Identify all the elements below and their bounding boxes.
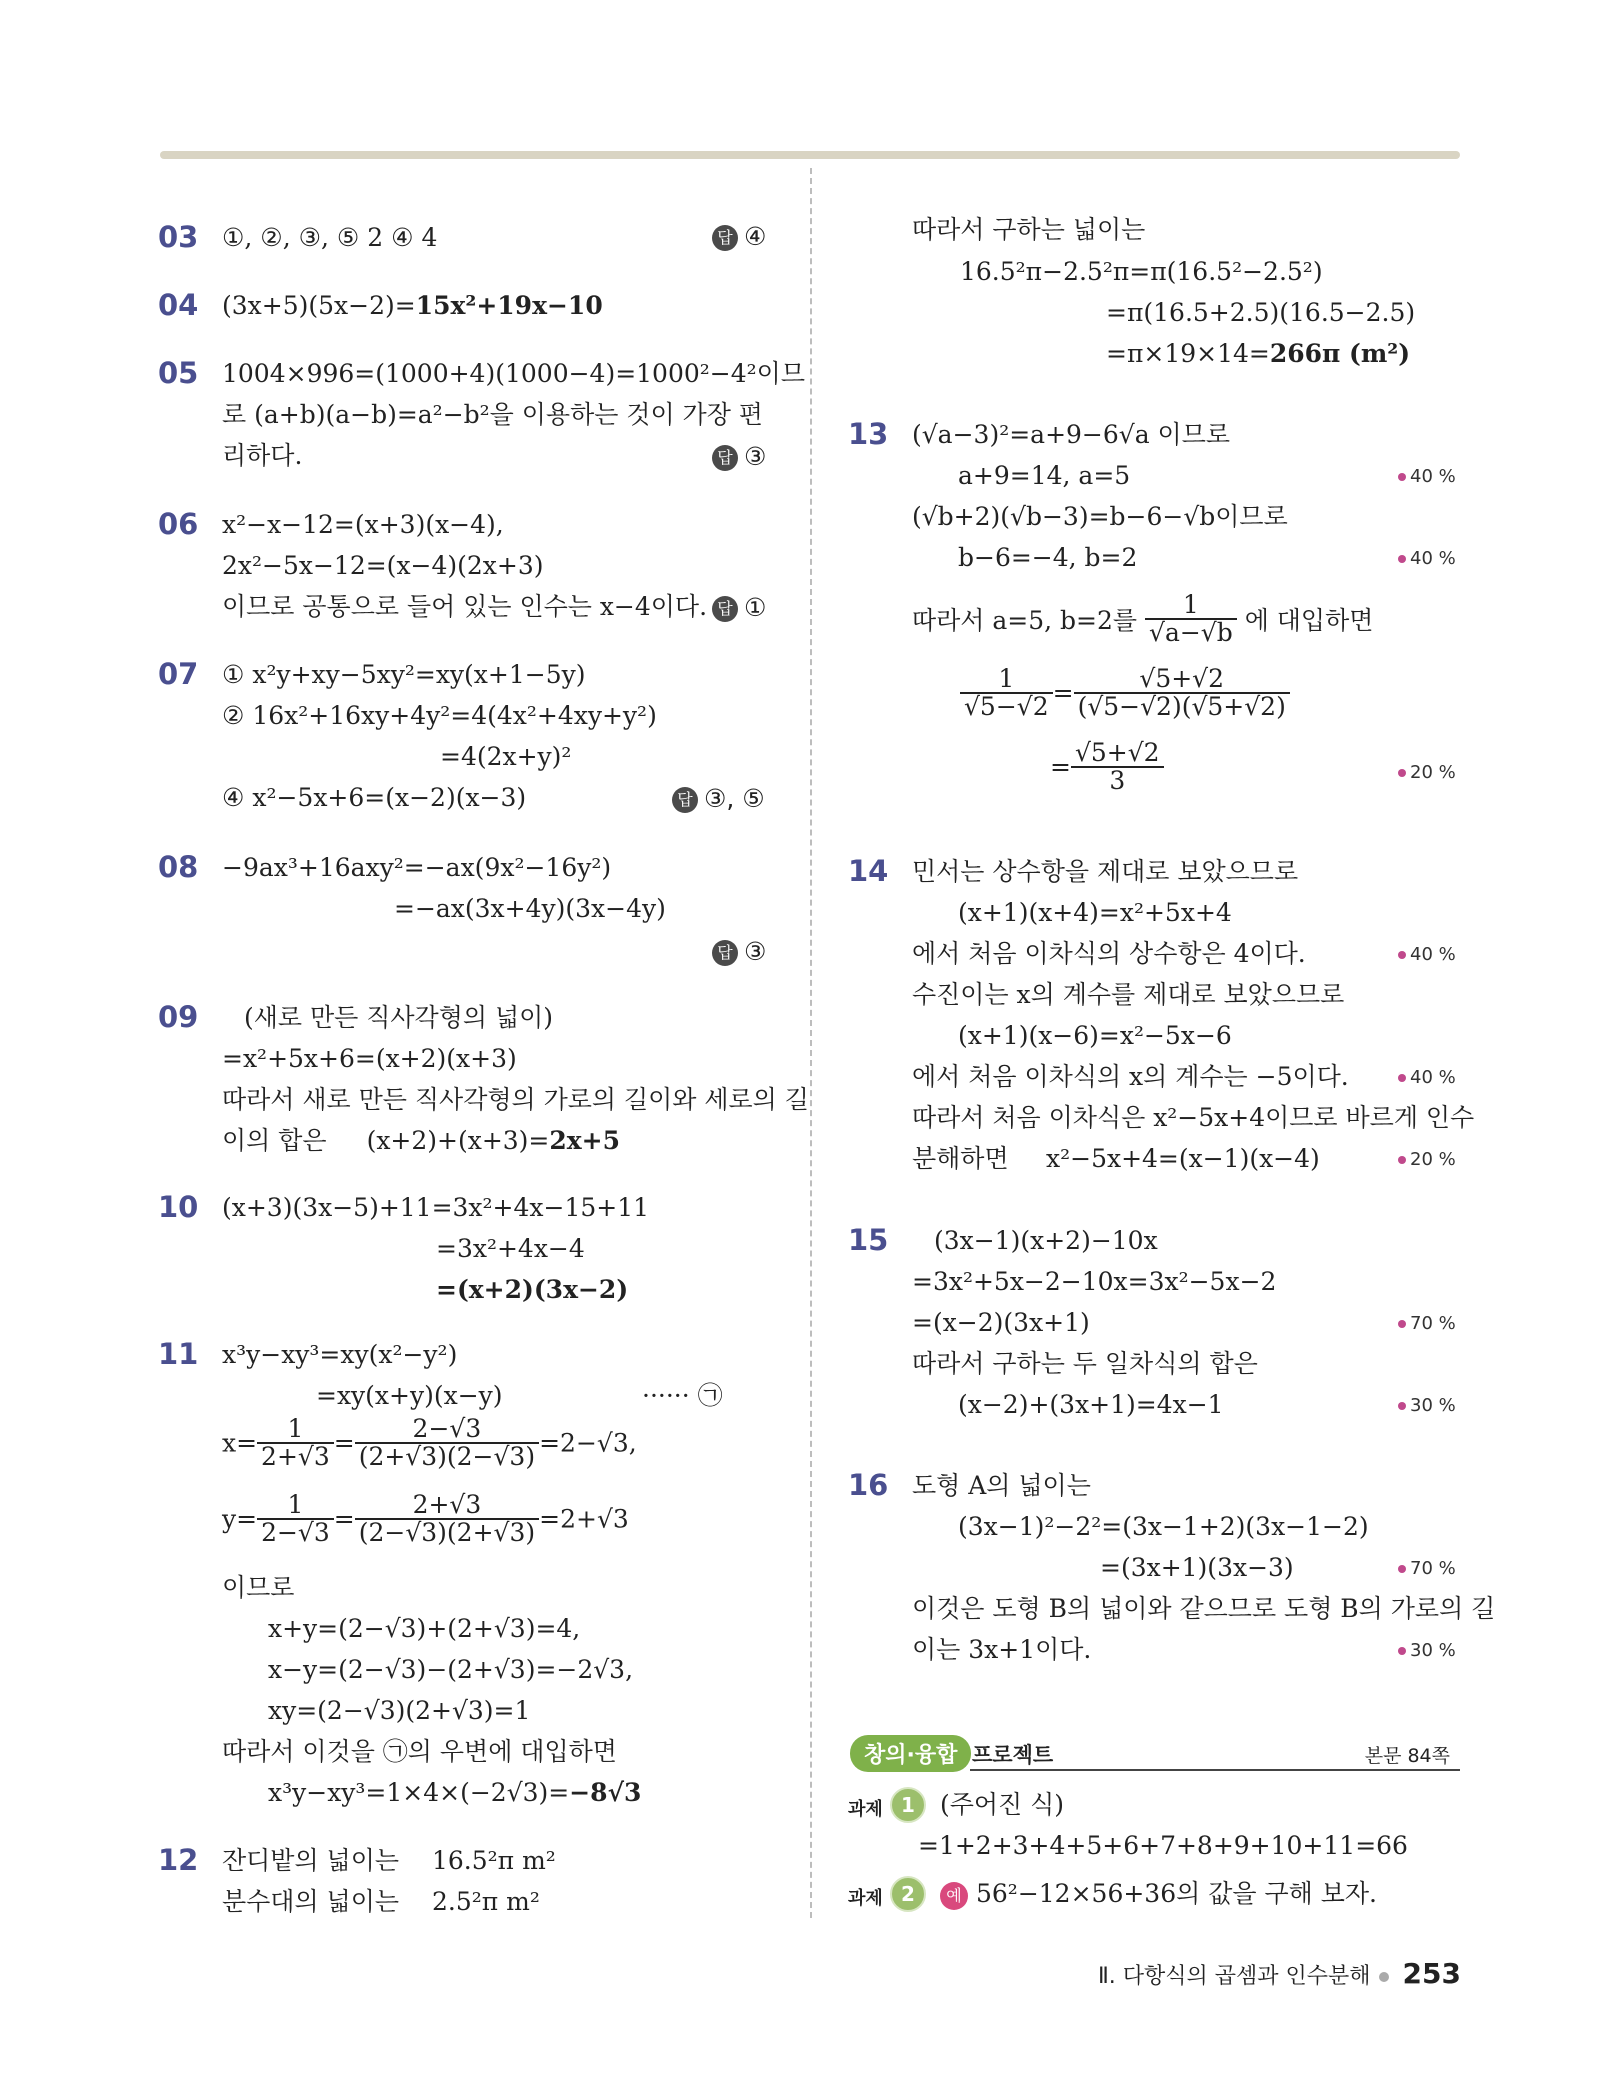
- problem-text: ① x²y+xy−5xy²=xy(x+1−5y): [222, 660, 586, 689]
- problem-text: 따라서 이것을 ㉠의 우변에 대입하면: [222, 1737, 617, 1766]
- result: =2−√3,: [539, 1428, 637, 1458]
- task-text: [940, 1878, 1377, 1910]
- problem-number: 06: [158, 507, 199, 541]
- answer: [712, 222, 766, 251]
- result: −8√3: [569, 1778, 642, 1807]
- problem-text: =−ax(3x+4y)(3x−4y): [394, 894, 666, 923]
- problem-text: [222, 1125, 620, 1157]
- denominator: 2−√3: [261, 1518, 330, 1547]
- problem-text: 따라서 새로 만든 직사각형의 가로의 길이와 세로의 길: [222, 1085, 809, 1114]
- fraction: [1145, 592, 1237, 646]
- problem-text: x²−5x+4=(x−1)(x−4): [1046, 1144, 1320, 1173]
- problem-text: 로 (a+b)(a−b)=a²−b²을 이용하는 것이 가장 편: [222, 400, 763, 429]
- percent: 70 %: [1410, 1313, 1456, 1334]
- denominator: (2+√3)(2−√3): [358, 1442, 536, 1471]
- problem-text: 2.5²π m²: [432, 1887, 540, 1916]
- answer: [712, 593, 766, 622]
- problem-text: −9ax³+16axy²=−ax(9x²−16y²): [222, 853, 612, 882]
- page-reference: 본문 84쪽: [1364, 1745, 1450, 1767]
- bullet-icon: [1398, 1074, 1406, 1082]
- score-percent: [1398, 1395, 1456, 1416]
- problem-number: 08: [158, 850, 199, 884]
- task-text: =1+2+3+4+5+6+7+8+9+10+11=66: [918, 1831, 1408, 1860]
- y-equation: y= $\frac{1}{2-√3}$ = $\frac{2+√3}{(2-√3)(2+√3)}$ =2+√3: [222, 1490, 629, 1547]
- denominator: √a−√b: [1149, 618, 1233, 647]
- percent: 30 %: [1410, 1395, 1456, 1416]
- problem-text: (x+1)(x+4)=x²+5x+4: [958, 898, 1232, 927]
- answer-value: ③: [744, 937, 767, 966]
- problem-text: =3x²+5x−2−10x=3x²−5x−2: [912, 1267, 1277, 1296]
- answer: [712, 937, 766, 966]
- problem-text: 잔디밭의 넓이는: [222, 1846, 399, 1875]
- problem-number: 03: [158, 220, 199, 254]
- score-percent: [1398, 762, 1456, 783]
- answer-badge: 답: [712, 940, 738, 966]
- percent: 40 %: [1410, 466, 1456, 487]
- fraction: [257, 1416, 334, 1470]
- problem-text: x−y=(2−√3)−(2+√3)=−2√3,: [268, 1655, 634, 1684]
- problem-number: 13: [848, 417, 889, 451]
- problem-text: ④ x²−5x+6=(x−2)(x−3): [222, 783, 527, 812]
- problem-text: xy=(2−√3)(2+√3)=1: [268, 1696, 531, 1725]
- percent: 20 %: [1410, 1149, 1456, 1170]
- problem-text: (3x−1)²−2²=(3x−1+2)(3x−1−2): [958, 1512, 1369, 1541]
- problem-text: =π(16.5+2.5)(16.5−2.5): [1106, 298, 1416, 327]
- problem-text: [912, 592, 1373, 646]
- column-divider: [810, 168, 812, 1918]
- problem-text: [436, 1274, 628, 1306]
- expr: (3x+5)(5x−2)=: [222, 291, 416, 320]
- problem-text: 1004×996=(1000+4)(1000−4)=1000²−4²이므: [222, 359, 805, 388]
- problem-number: 12: [158, 1843, 199, 1877]
- problem-text: 분해하면: [912, 1144, 1009, 1173]
- score-percent: [1398, 1640, 1456, 1661]
- problem-text: b−6=−4, b=2: [958, 543, 1138, 572]
- bullet-icon: [1398, 555, 1406, 563]
- text: 에 대입하면: [1244, 606, 1374, 635]
- percent: 70 %: [1410, 1558, 1456, 1579]
- problem-text: (x−2)+(3x+1)=4x−1: [958, 1390, 1224, 1419]
- text: 따라서 a=5, b=2를: [912, 606, 1138, 635]
- score-percent: [1398, 1067, 1456, 1088]
- project-header: [850, 1735, 1460, 1771]
- problem-text: =(3x+1)(3x−3): [1100, 1553, 1294, 1582]
- denominator: 3: [1109, 766, 1126, 795]
- fraction: [1071, 740, 1164, 794]
- problem-text: x³y−xy³=xy(x²−y²): [222, 1340, 458, 1369]
- numerator: 1: [257, 1492, 334, 1520]
- problem-text: [222, 290, 603, 322]
- lhs: y=: [222, 1504, 258, 1534]
- problem-text: 이것은 도형 B의 넓이와 같으므로 도형 B의 가로의 길: [912, 1594, 1496, 1623]
- project-rule: [970, 1769, 1460, 1771]
- problem-number: 04: [158, 288, 199, 322]
- expr: (x+2)+(x+3)=: [366, 1126, 550, 1155]
- fraction: [355, 1416, 539, 1470]
- score-percent: [1398, 1149, 1456, 1170]
- answer-value: ④: [744, 222, 767, 251]
- score-percent: [1398, 1313, 1456, 1334]
- score-percent: [1398, 466, 1456, 487]
- problem-number: 15: [848, 1223, 889, 1257]
- project-pill: 창의·융합: [850, 1735, 971, 1772]
- numerator: 1: [257, 1416, 334, 1444]
- answer-value: ③, ⑤: [704, 784, 765, 813]
- problem-text: 따라서 구하는 두 일차식의 합은: [912, 1349, 1258, 1378]
- problem-text: (새로 만든 직사각형의 넓이): [244, 1003, 553, 1032]
- numerator: 2+√3: [355, 1492, 539, 1520]
- task-number: 1: [890, 1787, 926, 1823]
- problem-text: 도형 A의 넓이는: [912, 1471, 1091, 1500]
- denominator: 2+√3: [261, 1442, 330, 1471]
- denominator: √5−√2: [964, 692, 1049, 721]
- answer-value: ③: [744, 442, 767, 471]
- text: 이의 합은: [222, 1126, 327, 1155]
- problem-number: 14: [848, 854, 889, 888]
- problem-text: a+9=14, a=5: [958, 461, 1131, 490]
- answer-badge: 답: [712, 445, 738, 471]
- percent: 20 %: [1410, 762, 1456, 783]
- chapter-title: Ⅱ. 다항식의 곱셈과 인수분해: [1097, 1964, 1371, 1989]
- top-rule: [160, 151, 1460, 159]
- equation-tag: ······ ㉠: [642, 1381, 723, 1410]
- example-badge: 예: [940, 1882, 968, 1910]
- numerator: 1: [1145, 592, 1237, 620]
- result: 15x²+19x−10: [415, 291, 603, 320]
- problem-text: (3x−1)(x+2)−10x: [934, 1226, 1158, 1255]
- problem-text: 따라서 구하는 넓이는: [912, 215, 1146, 244]
- problem-text: 수진이는 x의 계수를 제대로 보았으므로: [912, 980, 1345, 1009]
- separator-dot: [1379, 1972, 1389, 1982]
- numerator: √5+√2: [1074, 666, 1290, 694]
- problem-text: 이므로: [222, 1573, 295, 1602]
- problem-text: =3x²+4x−4: [436, 1234, 585, 1263]
- score-percent: [1398, 944, 1456, 965]
- task-label: 과제: [848, 1888, 883, 1909]
- problem-number: 07: [158, 657, 199, 691]
- problem-number: 10: [158, 1190, 199, 1224]
- problem-text: [1106, 338, 1410, 370]
- score-percent: [1398, 548, 1456, 569]
- result: =(x+2)(3x−2): [436, 1275, 629, 1304]
- problem-text: $\frac{1}{√5-√2}$ = $\frac{√5+√2}{(√5-√2)(√5+√2)}$: [960, 666, 1290, 720]
- problem-text: 분수대의 넓이는: [222, 1887, 399, 1916]
- bullet-icon: [1398, 473, 1406, 481]
- bullet-icon: [1398, 1156, 1406, 1164]
- problem-text: ② 16x²+16xy+4y²=4(4x²+4xy+y²): [222, 701, 657, 730]
- answer-badge: 답: [712, 225, 738, 251]
- bullet-icon: [1398, 951, 1406, 959]
- bullet-icon: [1398, 769, 1406, 777]
- fraction: [257, 1492, 334, 1546]
- text: 56²−12×56+36의 값을 구해 보자.: [976, 1879, 1377, 1908]
- bullet-icon: [1398, 1402, 1406, 1410]
- problem-text: x²−x−12=(x+3)(x−4),: [222, 510, 504, 539]
- problem-text: =(x−2)(3x+1): [912, 1308, 1090, 1337]
- problem-text: 리하다.: [222, 441, 303, 470]
- percent: 40 %: [1410, 944, 1456, 965]
- fraction: [355, 1492, 539, 1546]
- percent: 40 %: [1410, 548, 1456, 569]
- answer-value: ①: [744, 593, 767, 622]
- bullet-icon: [1398, 1647, 1406, 1655]
- problem-text: 에서 처음 이차식의 x의 계수는 −5이다.: [912, 1062, 1349, 1091]
- fraction: [960, 666, 1053, 720]
- page-number: 253: [1402, 1957, 1461, 1990]
- answer: [672, 784, 765, 813]
- problem-text: = $\frac{√5+√2}{3}$: [1050, 740, 1164, 794]
- problem-text: 이므로 공통으로 들어 있는 인수는 x−4이다.: [222, 592, 708, 621]
- result: 266π (m²): [1269, 339, 1411, 368]
- lhs: x=: [222, 1428, 258, 1458]
- problem-number: 09: [158, 1000, 199, 1034]
- problem-number: 11: [158, 1337, 199, 1371]
- problem-text: 16.5²π m²: [432, 1846, 556, 1875]
- denominator: (√5−√2)(√5+√2): [1077, 692, 1286, 721]
- task-label: 과제: [848, 1799, 883, 1820]
- problem-text: (x+1)(x−6)=x²−5x−6: [958, 1021, 1232, 1050]
- answer-badge: 답: [712, 596, 738, 622]
- denominator: (2−√3)(2+√3): [358, 1518, 536, 1547]
- result: =2+√3: [539, 1504, 629, 1534]
- problem-number: 16: [848, 1468, 889, 1502]
- task-number: 2: [890, 1876, 926, 1912]
- expr: x³y−xy³=1×4×(−2√3)=: [268, 1778, 570, 1807]
- numerator: √5+√2: [1071, 740, 1164, 768]
- problem-text: 에서 처음 이차식의 상수항은 4이다.: [912, 939, 1306, 968]
- result: 2x+5: [549, 1126, 621, 1155]
- problem-text: x+y=(2−√3)+(2+√3)=4,: [268, 1614, 581, 1643]
- problem-number: 05: [158, 356, 199, 390]
- problem-text: (√a−3)²=a+9−6√a 이므로: [912, 420, 1231, 449]
- problem-text: (√b+2)(√b−3)=b−6−√b이므로: [912, 502, 1288, 531]
- problem-text: 민서는 상수항을 제대로 보았으므로: [912, 857, 1299, 886]
- problem-text: (x+3)(3x−5)+11=3x²+4x−15+11: [222, 1193, 650, 1222]
- x-equation: x= $\frac{1}{2+√3}$ = $\frac{2-√3}{(2+√3)(2-√3)}$ =2−√3,: [222, 1414, 637, 1471]
- page-footer: [1098, 1957, 1461, 1990]
- bullet-icon: [1398, 1565, 1406, 1573]
- expr: =π×19×14=: [1106, 339, 1270, 368]
- problem-text: 16.5²π−2.5²π=π(16.5²−2.5²): [960, 257, 1323, 286]
- percent: 40 %: [1410, 1067, 1456, 1088]
- task-text: (주어진 식): [940, 1790, 1065, 1819]
- answer-badge: 답: [672, 787, 698, 813]
- problem-text: [268, 1777, 641, 1809]
- percent: 30 %: [1410, 1640, 1456, 1661]
- fraction: [1074, 666, 1290, 720]
- bullet-icon: [1398, 1320, 1406, 1328]
- problem-text: =xy(x+y)(x−y): [316, 1381, 503, 1410]
- numerator: 1: [960, 666, 1053, 694]
- numerator: 2−√3: [355, 1416, 539, 1444]
- problem-text: =x²+5x+6=(x+2)(x+3): [222, 1044, 517, 1073]
- problem-text: 따라서 처음 이차식은 x²−5x+4이므로 바르게 인수: [912, 1103, 1475, 1132]
- project-title: 프로젝트: [972, 1743, 1054, 1767]
- score-percent: [1398, 1558, 1456, 1579]
- answer: [712, 442, 766, 471]
- problem-text: ①, ②, ③, ⑤ 2 ④ 4: [222, 223, 438, 252]
- problem-text: 이는 3x+1이다.: [912, 1635, 1092, 1664]
- problem-text: 2x²−5x−12=(x−4)(2x+3): [222, 551, 544, 580]
- problem-text: =4(2x+y)²: [440, 742, 572, 771]
